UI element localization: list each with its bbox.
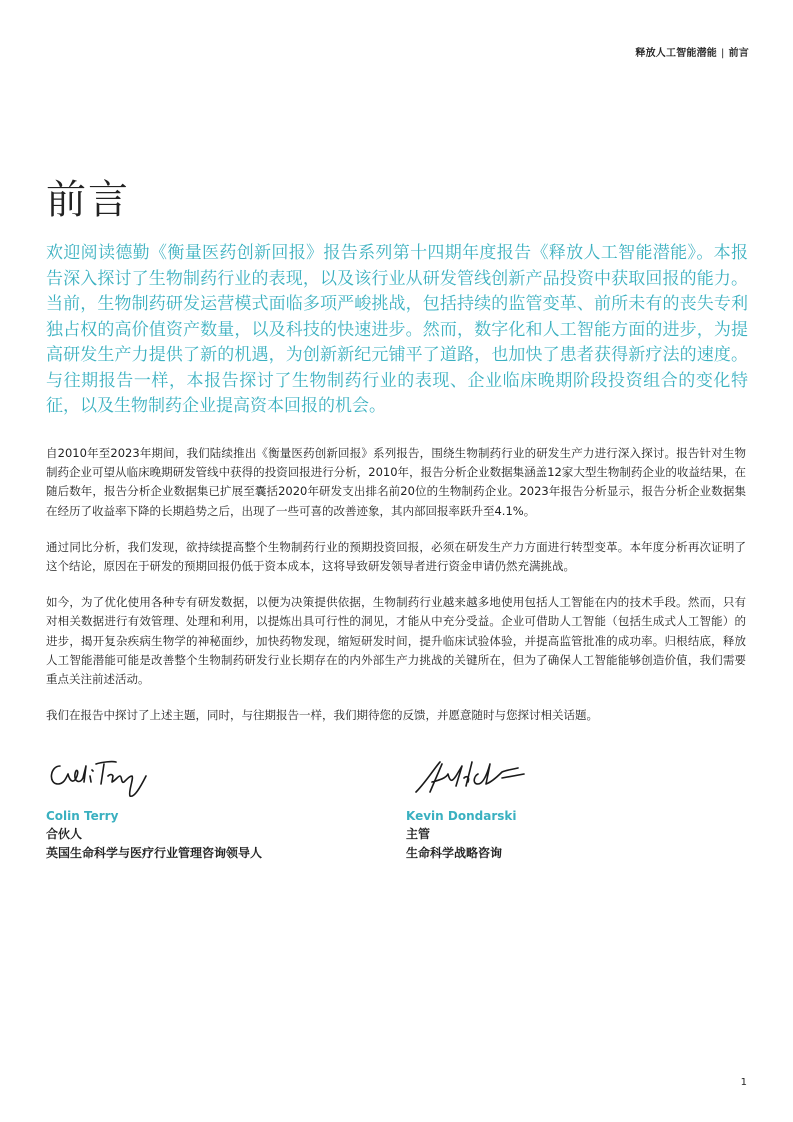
page-title: 前言 — [46, 177, 130, 223]
body-paragraph-2: 通过同比分析，我们发现，欲持续提高整个生物制药行业的预期投资回报，必须在研发生产力方面进行转型变革。本年度分析再次证明了这个结论，原因在于研发的预期回报仍低于资本成本，这将导致研发领导者进行资金申请仍然充满挑战。 — [46, 539, 746, 574]
signatory-department: 生命科学战略咨询 — [406, 846, 503, 860]
signature-colin-terry — [46, 752, 156, 804]
signatory-left — [46, 752, 366, 861]
running-header — [635, 44, 749, 59]
signatory-right — [406, 752, 726, 861]
header-section: 前言 — [728, 48, 749, 59]
signatory-department: 英国生命科学与医疗行业管理咨询领导人 — [46, 846, 263, 860]
signatory-role: 主管 — [406, 827, 431, 841]
body-paragraph-1: 自2010年至2023年期间，我们陆续推出《衡量医药创新回报》系列报告，围绕生物制药行业的研发生产力进行深入探讨。报告针对生物制药企业可望从临床晚期研发管线中获得的投资回报进行分析，2010年，报告分析企业数据集涵盖12家大型生物制药企业的收益结果，在随后数年，报告分析企业数据集已扩展至囊括2020年研发支出排名前20位的生物制药企业。2023年报告分析显示，报告分析企业数据集在经历了收益率下降的长期趋势之后，出现了一些可喜的改善迹象，其内部回报率跃升至4.1%。 — [46, 446, 746, 518]
signature-kevin-dondarski — [406, 752, 536, 804]
signature-block — [46, 752, 746, 872]
intro-paragraph: 欢迎阅读德勤《衡量医药创新回报》报告系列第十四期年度报告《释放人工智能潜能》。本报告深入探讨了生物制药行业的表现，以及该行业从研发管线创新产品投资中获取回报的能力。当前，生物制药研发运营模式面临多项严峻挑战，包括持续的监管变革、前所未有的丧失专利独占权的高价值资产数量，以及科技的快速进步。然而，数字化和人工智能方面的进步，为提高研发生产力提供了新的机遇，为创新新纪元铺平了道路，也加快了患者获得新疗法的速度。与往期报告一样，本报告探讨了生物制药行业的表现、企业临床晚期阶段投资组合的变化特征，以及生物制药企业提高资本回报的机会。 — [46, 243, 748, 416]
header-report-title: 释放人工智能潜能 — [635, 48, 718, 59]
body-paragraph-3: 如今，为了优化使用各种专有研发数据，以便为决策提供依据，生物制药行业越来越多地使用包括人工智能在内的技术手段。然而，只有对相关数据进行有效管理、处理和利用，以提炼出具可行性的洞见，才能从中充分受益。企业可借助人工智能（包括生成式人工智能）的进步，揭开复杂疾病生物学的神秘面纱，加快药物发现，缩短研发时间，提升临床试验体验，并提高监管批准的成功率。归根结底，释放人工智能潜能可能是改善整个生物制药研发行业长期存在的内外部生产力挑战的关键所在，但为了确保人工智能能够创造价值，我们需要重点关注前述活动。 — [46, 595, 746, 687]
body-text — [46, 444, 746, 742]
body-paragraph-4: 我们在报告中探讨了上述主题，同时，与往期报告一样，我们期待您的反馈，并愿意随时与您探讨相关话题。 — [46, 708, 598, 723]
header-separator: | — [721, 48, 725, 59]
page-number: 1 — [740, 1077, 747, 1088]
signatory-name: Kevin Dondarski — [406, 809, 517, 823]
signatory-role: 合伙人 — [46, 827, 83, 841]
signatory-name: Colin Terry — [46, 809, 119, 823]
